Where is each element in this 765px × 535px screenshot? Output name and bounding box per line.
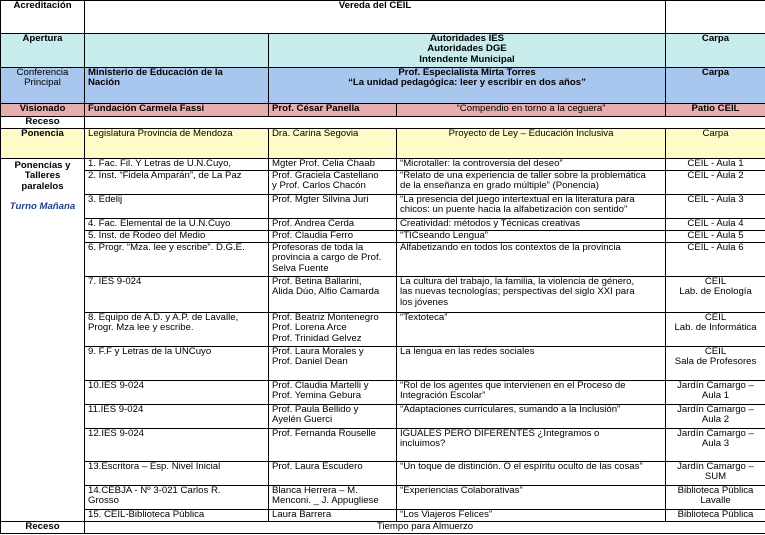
taller-place: CEIL Lab. de Enología xyxy=(666,277,765,313)
receso-almuerzo-label: Receso xyxy=(1,522,85,534)
paralelos-row-12 xyxy=(1,429,765,462)
apertura-place: Carpa xyxy=(666,34,765,68)
taller-org: 13.Escritora – Esp. Nivel Inicial xyxy=(85,462,269,486)
taller-title: IGUALES PERO DIFERENTES ¿Integramos o incluimos? xyxy=(397,429,666,462)
receso-almuerzo-row xyxy=(1,522,765,534)
paralelos-row-10 xyxy=(1,381,765,405)
taller-org: 1. Fac. Fil. Y Letras de U.N.Cuyo, xyxy=(85,159,269,171)
taller-title: “Textoteca” xyxy=(397,313,666,347)
apertura-label: Apertura xyxy=(1,34,85,68)
taller-place: CEIL Lab. de Informática xyxy=(666,313,765,347)
taller-org: 2. Inst. “Fidela Amparán”, de La Paz xyxy=(85,171,269,195)
taller-org: 7. IES 9-024 xyxy=(85,277,269,313)
turno-label: Turno Mañana xyxy=(9,201,76,213)
taller-person: Prof. Graciela Castellano y Prof. Carlos Chacón xyxy=(269,171,397,195)
taller-person: Prof. Fernanda Rouselle xyxy=(269,429,397,462)
taller-place: CEIL - Aula 5 xyxy=(666,231,765,243)
taller-org: 6. Progr. “Mza. lee y escribe”. D.G.E. xyxy=(85,243,269,277)
taller-place: Biblioteca Pública xyxy=(666,510,765,522)
visionado-row xyxy=(1,104,765,117)
receso-label: Receso xyxy=(1,117,85,129)
taller-person: Laura Barrera xyxy=(269,510,397,522)
paralelos-row-4 xyxy=(1,219,765,231)
taller-title: “Adaptaciones curriculares, sumando a la Inclusión” xyxy=(397,405,666,429)
taller-person: Prof. Laura Morales y Prof. Daniel Dean xyxy=(269,347,397,381)
taller-title: “Los Viajeros Felices” xyxy=(397,510,666,522)
taller-person: Prof. Paula Bellido y Ayelén Guerci xyxy=(269,405,397,429)
taller-title: “Un toque de distinción. O el espíritu oculto de las cosas” xyxy=(397,462,666,486)
taller-place: CEIL Sala de Profesores xyxy=(666,347,765,381)
conferencia-label: Conferencia Principal xyxy=(1,68,85,104)
paralelos-row-9 xyxy=(1,347,765,381)
taller-org: 10.IES 9-024 xyxy=(85,381,269,405)
taller-title: “La presencia del juego intertextual en la literatura para chicos: un puente hacia la alfabetización con sentido” xyxy=(397,195,666,219)
taller-title: La cultura del trabajo, la familia, la violencia de género, las nuevas tecnologías; perspectivas del siglo XXI para los jóvenes xyxy=(397,277,666,313)
taller-org: 15. CEIL-Biblioteca Pública xyxy=(85,510,269,522)
taller-org: 8. Equipo de A.D. y A.P. de Lavalle, Progr. Mza lee y escribe. xyxy=(85,313,269,347)
taller-person: Prof. Andrea Cerda xyxy=(269,219,397,231)
taller-place: CEIL - Aula 1 xyxy=(666,159,765,171)
taller-title: La lengua en las redes sociales xyxy=(397,347,666,381)
taller-org: 5. Inst. de Rodeo del Medio xyxy=(85,231,269,243)
taller-place: CEIL - Aula 4 xyxy=(666,219,765,231)
taller-place: CEIL - Aula 2 xyxy=(666,171,765,195)
ponencia-label: Ponencia xyxy=(1,129,85,159)
taller-place: CEIL - Aula 3 xyxy=(666,195,765,219)
taller-place: Biblioteca Pública Lavalle xyxy=(666,486,765,510)
paralelos-row-5 xyxy=(1,231,765,243)
taller-person: Profesoras de toda la provincia a cargo de Prof. Selva Fuente xyxy=(269,243,397,277)
conferencia-row xyxy=(1,68,765,104)
taller-person: Prof. Claudia Ferro xyxy=(269,231,397,243)
paralelos-row-7 xyxy=(1,277,765,313)
taller-org: 4. Fac. Elemental de la U.N.Cuyo xyxy=(85,219,269,231)
paralelos-row-3 xyxy=(1,195,765,219)
visionado-label: Visionado xyxy=(1,104,85,117)
taller-title: “Experiencias Colaborativas” xyxy=(397,486,666,510)
conferencia-org: Ministerio de Educación de la Nación xyxy=(85,68,269,104)
vereda-title: Vereda del CEIL xyxy=(85,1,666,34)
taller-title: “TICseando Lengua” xyxy=(397,231,666,243)
taller-place: Jardín Camargo – SUM xyxy=(666,462,765,486)
taller-org: 11.IES 9-024 xyxy=(85,405,269,429)
taller-place: Jardín Camargo – Aula 1 xyxy=(666,381,765,405)
apertura-row xyxy=(1,34,765,68)
visionado-place: Patio CEIL xyxy=(666,104,765,117)
taller-org: 12.IES 9-024 xyxy=(85,429,269,462)
taller-title: Creatividad: métodos y Técnicas creativas xyxy=(397,219,666,231)
conferencia-talk: Prof. Especialista Mirta Torres “La unidad pedagógica: leer y escribir en dos años” xyxy=(269,68,666,104)
taller-place: CEIL - Aula 6 xyxy=(666,243,765,277)
taller-title: “Microtaller: la controversia del deseo” xyxy=(397,159,666,171)
taller-person: Mgter Prof. Celia Chaab xyxy=(269,159,397,171)
paralelos-row-15 xyxy=(1,510,765,522)
paralelos-row-2 xyxy=(1,171,765,195)
conferencia-place: Carpa xyxy=(666,68,765,104)
ponencia-title: Proyecto de Ley – Educación Inclusiva xyxy=(397,129,666,159)
ponencia-person: Dra. Carina Segovia xyxy=(269,129,397,159)
receso-almuerzo-text: Tiempo para Almuerzo xyxy=(85,522,765,534)
taller-person: Prof. Beatriz Montenegro Prof. Lorena Arce Prof. Trinidad Gelvez xyxy=(269,313,397,347)
taller-person: Prof. Laura Escudero xyxy=(269,462,397,486)
taller-title: “Relato de una experiencia de taller sobre la problemática de la enseñanza en grado múltiple” (Ponencia) xyxy=(397,171,666,195)
taller-person: Prof. Claudia Martelli y Prof. Yemina Gebura xyxy=(269,381,397,405)
taller-title: “Rol de los agentes que intervienen en el Proceso de Integración Escolar” xyxy=(397,381,666,405)
paralelos-label-cell xyxy=(1,159,85,522)
taller-person: Blanca Herrera – M. Menconi. _ J. Appugliese xyxy=(269,486,397,510)
visionado-title: “Compendio en torno a la ceguera” xyxy=(397,104,666,117)
paralelos-row-6 xyxy=(1,243,765,277)
taller-org: 9. F.F y Letras de la UNCuyo xyxy=(85,347,269,381)
visionado-person: Prof. César Panella xyxy=(269,104,397,117)
apertura-authorities: Autoridades IES Autoridades DGE Intendente Municipal xyxy=(269,34,666,68)
visionado-org: Fundación Carmela Fassi xyxy=(85,104,269,117)
paralelos-row-14 xyxy=(1,486,765,510)
taller-place: Jardín Camargo – Aula 3 xyxy=(666,429,765,462)
taller-org: 3. Edelij xyxy=(85,195,269,219)
ponencia-place: Carpa xyxy=(666,129,765,159)
receso-row xyxy=(1,117,765,129)
acreditacion-row xyxy=(1,1,765,34)
paralelos-row-1 xyxy=(1,159,765,171)
paralelos-row-13 xyxy=(1,462,765,486)
paralelos-row-11 xyxy=(1,405,765,429)
paralelos-row-8 xyxy=(1,313,765,347)
ponencia-row xyxy=(1,129,765,159)
taller-place: Jardín Camargo – Aula 2 xyxy=(666,405,765,429)
taller-title: Alfabetizando en todos los contextos de la provincia xyxy=(397,243,666,277)
ponencia-org: Legislatura Provincia de Mendoza xyxy=(85,129,269,159)
paralelos-label: Ponencias y Talleres paralelos xyxy=(14,160,71,192)
taller-org: 14.CEBJA - Nº 3-021 Carlos R. Grosso xyxy=(85,486,269,510)
acreditacion-label: Acreditación xyxy=(1,1,85,34)
taller-person: Prof. Betina Ballarini, Alida Dúo, Alfio Camarda xyxy=(269,277,397,313)
taller-person: Prof. Mgter Silvina Juri xyxy=(269,195,397,219)
